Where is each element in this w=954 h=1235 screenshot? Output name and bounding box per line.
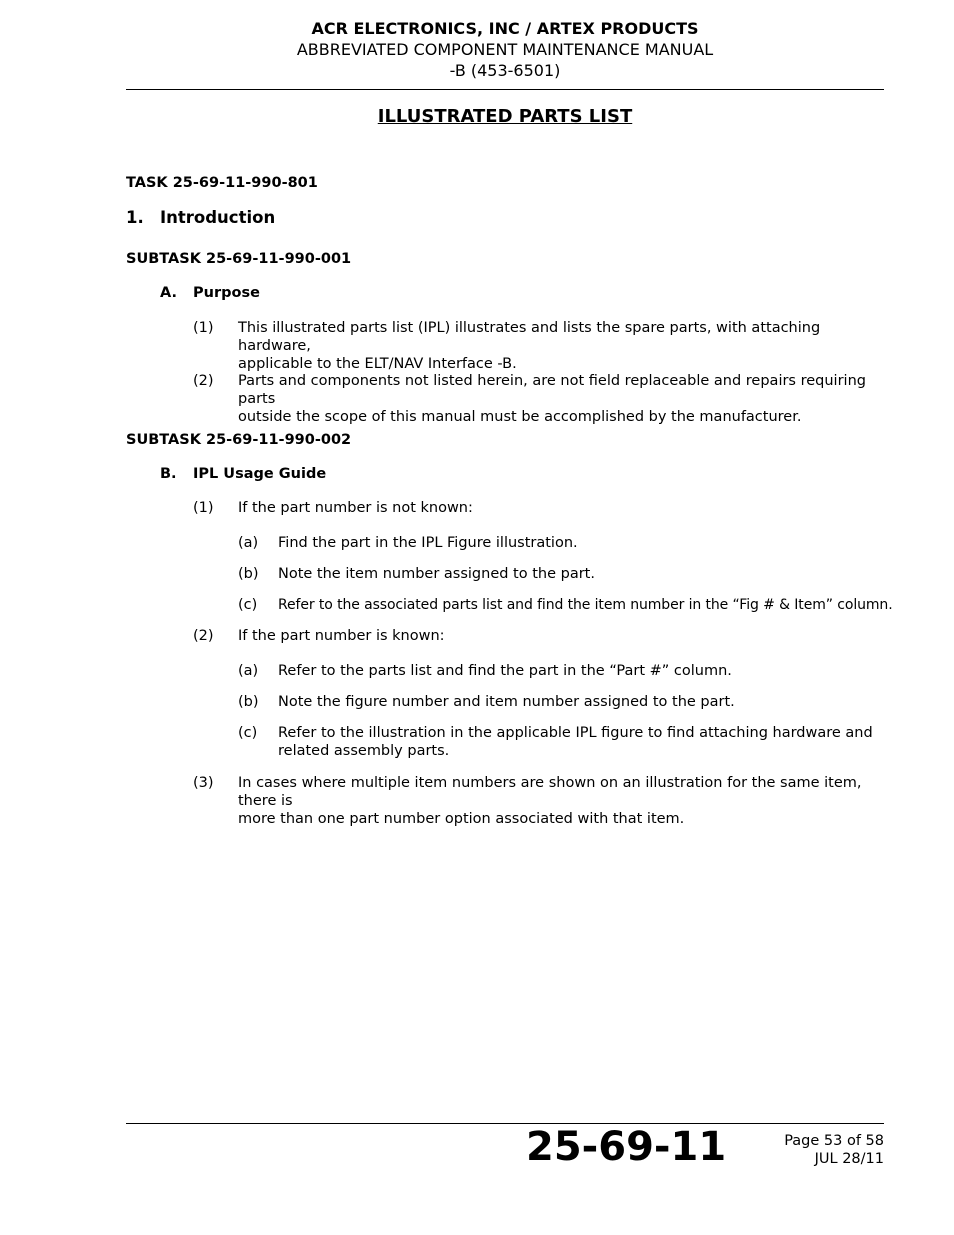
subitem-text: Note the figure number and item number assigned to the part. — [278, 694, 735, 710]
revision-date: JUL 28/11 — [814, 1151, 884, 1167]
subitem-text: Refer to the associated parts list and find the item number in the “Fig # & Item” column. — [278, 597, 893, 613]
heading-letter: B. — [160, 466, 177, 482]
paragraph-line: Refer to the illustration in the applicable IPL figure to find attaching hardware and — [278, 725, 873, 741]
paragraph-line: outside the scope of this manual must be accomplished by the manufacturer. — [238, 409, 802, 425]
document-code: 25-69-11 — [526, 1124, 727, 1170]
task-label: TASK 25-69-11-990-801 — [126, 175, 318, 191]
paragraph-line: more than one part number option associated with that item. — [238, 811, 685, 827]
item-number: (2) — [193, 628, 214, 644]
subitem-text: Refer to the parts list and find the part in the “Part #” column. — [278, 663, 732, 679]
subitem-text: Note the item number assigned to the part. — [278, 566, 595, 582]
manual-title: ABBREVIATED COMPONENT MAINTENANCE MANUAL — [296, 40, 714, 59]
heading-letter: A. — [160, 285, 177, 301]
page-header — [126, 18, 884, 81]
model-number: -B (453-6501) — [449, 61, 561, 80]
page-title: ILLUSTRATED PARTS LIST — [377, 106, 633, 127]
paragraph-line: Parts and components not listed herein, are not field replaceable and repairs requiring parts — [238, 373, 866, 407]
paragraph-line: In cases where multiple item numbers are shown on an illustration for the same item, there is — [238, 775, 862, 809]
footer-divider — [126, 1123, 884, 1124]
paragraph — [238, 372, 888, 426]
subitem-letter: (c) — [238, 597, 258, 613]
paragraph — [238, 319, 888, 373]
paragraph-line: applicable to the ELT/NAV Interface -B. — [238, 356, 517, 372]
ipl-usage-heading: IPL Usage Guide — [193, 466, 327, 482]
item-number: (2) — [193, 373, 214, 389]
paragraph-line: related assembly parts. — [278, 743, 450, 759]
section-number: 1. — [126, 208, 144, 227]
subtask-label: SUBTASK 25-69-11-990-002 — [126, 432, 352, 448]
subitem-text — [278, 724, 888, 760]
subitem-letter: (a) — [238, 663, 259, 679]
page-number: Page 53 of 58 — [784, 1133, 884, 1149]
subitem-letter: (b) — [238, 694, 259, 710]
header-divider — [126, 89, 884, 90]
paragraph-line: This illustrated parts list (IPL) illustrates and lists the spare parts, with attaching hardware, — [238, 320, 821, 354]
subitem-letter: (a) — [238, 535, 259, 551]
subitem-letter: (c) — [238, 725, 258, 741]
subitem-text: Find the part in the IPL Figure illustration. — [278, 535, 578, 551]
company-name: ACR ELECTRONICS, INC / ARTEX PRODUCTS — [311, 19, 699, 38]
item-number: (1) — [193, 500, 214, 516]
paragraph: If the part number is known: — [238, 628, 445, 644]
item-number: (1) — [193, 320, 214, 336]
purpose-heading: Purpose — [193, 285, 260, 301]
subitem-letter: (b) — [238, 566, 259, 582]
paragraph: If the part number is not known: — [238, 500, 473, 516]
paragraph — [238, 774, 888, 828]
subtask-label: SUBTASK 25-69-11-990-001 — [126, 251, 352, 267]
item-number: (3) — [193, 775, 214, 791]
section-heading: Introduction — [160, 208, 276, 227]
